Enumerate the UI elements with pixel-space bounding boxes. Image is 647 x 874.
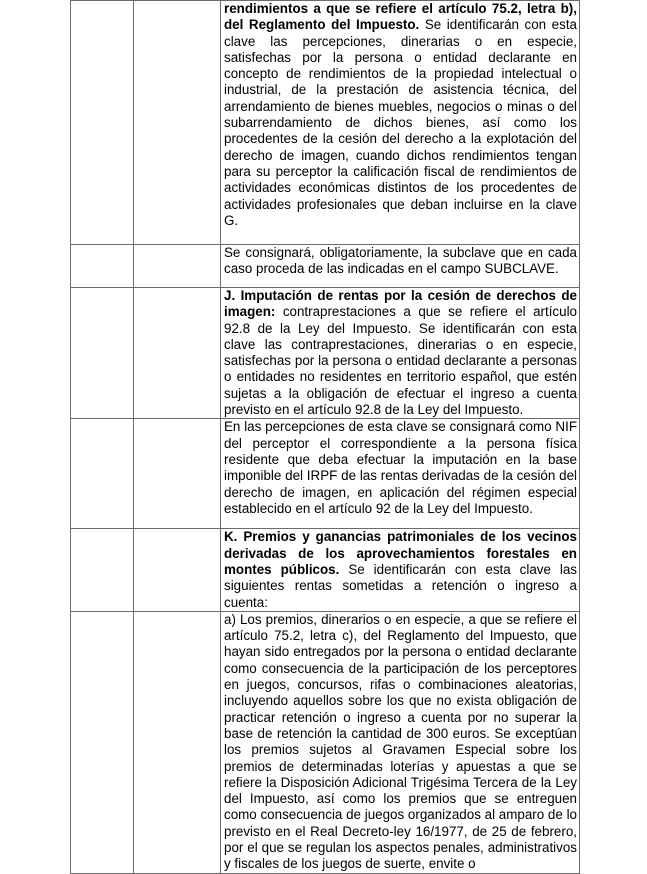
text-cell (221, 1, 580, 245)
empty-cell (71, 419, 134, 529)
empty-cell (71, 611, 134, 873)
text-cell (221, 529, 580, 611)
text-cell (221, 288, 580, 419)
empty-cell (134, 245, 221, 288)
bold-lead: rendimientos a que se refiere el artículo 75.2, letra b), del Reglamento del Impuesto. (224, 1, 577, 33)
table-row (71, 419, 580, 529)
table-row (71, 529, 580, 611)
empty-cell (71, 288, 134, 419)
text-cell (221, 245, 580, 288)
paragraph-text: Se identificarán con esta clave las percepciones, dinerarias o en especie, satisfechas por la persona o entidad declarante en concepto de rendimientos de la propiedad intelectual o industrial, de la prestación de asistencia técnica, del arrendamiento de bienes muebles, negocios o minas o del subarrendamiento de dichos bienes, así como los procedentes de la cesión del derecho a la explotación del derecho de imagen, cuando dichos rendimientos tengan para su perceptor la calificación fiscal de rendimientos de actividades económicas distintos de los procedentes de actividades profesionales que deban incluirse en la clave G. (224, 17, 577, 228)
empty-cell (134, 529, 221, 611)
bold-lead: J. Imputación de rentas por la cesión de derechos de imagen: (224, 288, 577, 320)
empty-cell (134, 419, 221, 529)
empty-cell (134, 1, 221, 245)
document-table (70, 0, 580, 874)
paragraph-text: Se identificarán con esta clave las siguientes rentas sometidas a retención o ingreso a cuenta: (224, 561, 577, 610)
empty-cell (134, 288, 221, 419)
empty-cell (71, 529, 134, 611)
text-cell (221, 611, 580, 873)
paragraph-text: a) Los premios, dinerarios o en especie, a que se refiere el artículo 75.2, letra c), del Reglamento del Impuesto, que hayan sido entregados por la persona o entidad declarante como consecuencia de la participación de los perceptores en juegos, concursos, rifas o combinaciones aleatorias, incluyendo aquellos sobre los que no exista obligación de practicar retención o ingreso a cuenta por no superar la base de retención la cantidad de 300 euros. Se exceptúan los premios sujetos al Gravamen Especial sobre los premios de determinadas loterías y apuestas a que se refiere la Disposición Adicional Trigésima Tercera de la Ley del Impuesto, así como los premios que se entreguen como consecuencia de juegos organizados al amparo de lo previsto en el Real Decreto-ley 16/1977, de 25 de febrero, por el que se regulan los aspectos penales, administrativos y fiscales de los juegos de suerte, envite o (224, 611, 577, 872)
table-row (71, 288, 580, 419)
table-row (71, 245, 580, 288)
bold-lead: K. Premios y ganancias patrimoniales de los vecinos derivadas de los aprovechamientos forestales en montes públicos. (224, 529, 577, 577)
paragraph-text: En las percepciones de esta clave se consignará como NIF del perceptor el correspondiente a la persona física residente que deba efectuar la imputación en la base imponible del IRPF de las rentas derivadas de la cesión del derecho de imagen, en aplicación del régimen especial establecido en el artículo 92 de la Ley del Impuesto. (224, 419, 577, 516)
text-cell (221, 419, 580, 529)
table-row (71, 611, 580, 873)
empty-cell (71, 1, 134, 245)
table-row (71, 1, 580, 245)
empty-cell (71, 245, 134, 288)
paragraph-text: contraprestaciones a que se refiere el artículo 92.8 de la Ley del Impuesto. Se identificarán con esta clave las contraprestaciones, dinerarias o en especie, satisfechas por la persona o entidad declarante a personas o entidades no residentes en territorio español, que estén sujetas a la obligación de efectuar el ingreso a cuenta previsto en el artículo 92.8 de la Ley del Impuesto. (224, 304, 577, 418)
paragraph-text: Se consignará, obligatoriamente, la subclave que en cada caso proceda de las indicadas en el campo SUBCLAVE. (224, 245, 577, 277)
empty-cell (134, 611, 221, 873)
